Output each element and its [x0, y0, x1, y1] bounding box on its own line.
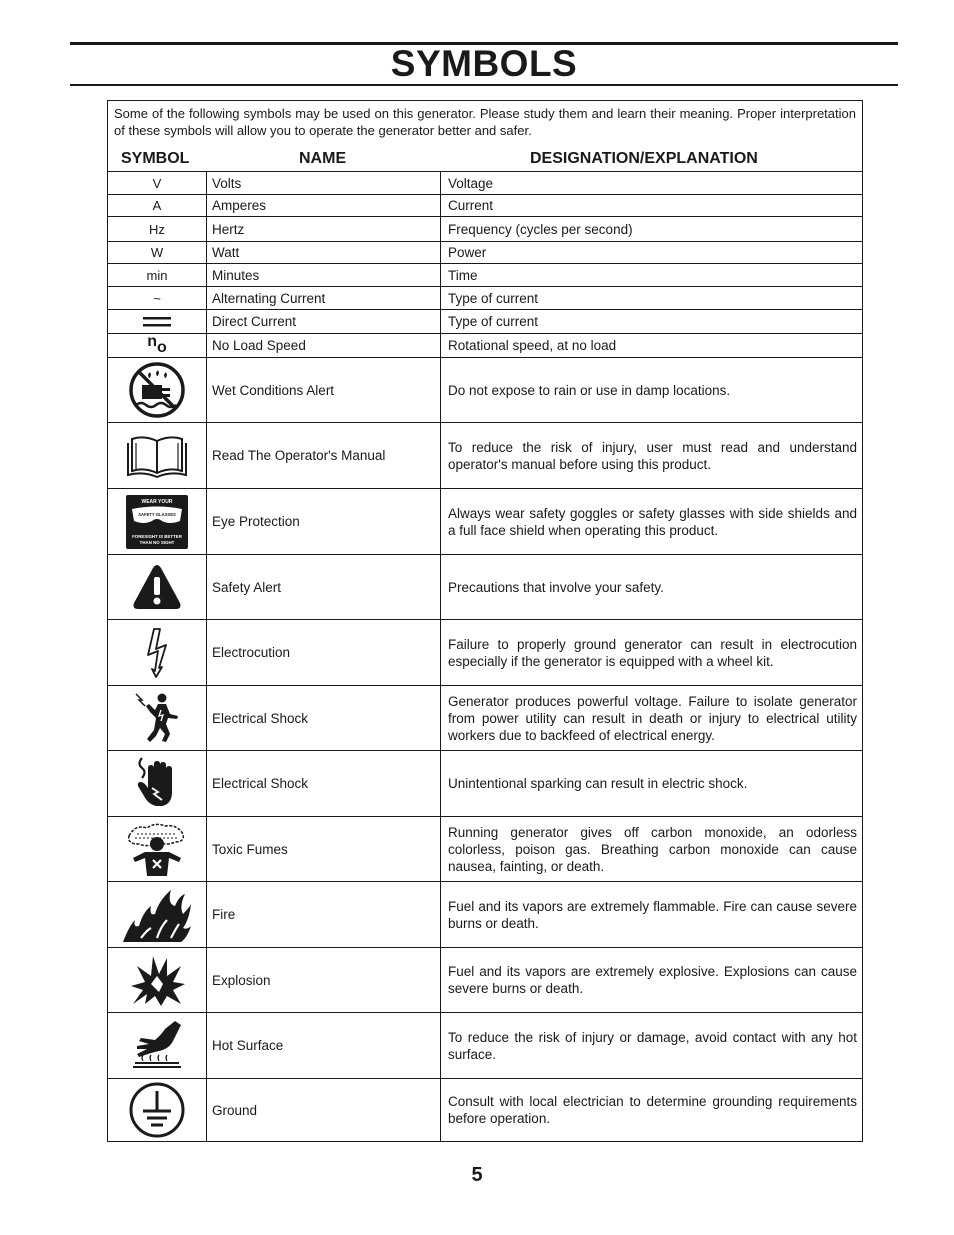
fire-icon	[108, 882, 207, 947]
table-row	[108, 750, 862, 816]
name-cell: No Load Speed	[207, 334, 441, 357]
table-row	[108, 194, 862, 216]
table-row	[108, 554, 862, 619]
symbol-cell: ~	[108, 287, 207, 309]
explanation-cell: Rotational speed, at no load	[448, 338, 617, 353]
name-cell: Minutes	[207, 264, 441, 286]
name-cell: Watt	[207, 242, 441, 263]
name-cell: Eye Protection	[207, 489, 441, 554]
name-cell: Electrical Shock	[207, 686, 441, 750]
explanation-cell: Generator produces powerful voltage. Failure to isolate generator from power utility can result in death or injury to electrical utility workers due to backfeed of electrical energy.	[448, 693, 857, 743]
table-row	[108, 241, 862, 263]
table-row	[108, 309, 862, 333]
toxic-fumes-icon	[108, 817, 207, 881]
name-cell: Volts	[207, 172, 441, 194]
manual-book-icon	[108, 423, 207, 488]
shocked-person-icon	[108, 686, 207, 750]
svg-text:WEAR YOUR: WEAR YOUR	[141, 498, 173, 505]
svg-text:SAFETY GLASSES: SAFETY GLASSES	[138, 511, 176, 517]
symbol-cell: Hz	[108, 217, 207, 241]
explanation-cell: Frequency (cycles per second)	[448, 221, 633, 237]
explosion-icon	[108, 948, 207, 1012]
table-row	[108, 333, 862, 357]
hot-surface-icon	[108, 1013, 207, 1078]
table-row	[108, 488, 862, 554]
table-row	[108, 1078, 862, 1141]
table-row	[108, 816, 862, 881]
explanation-cell: Time	[448, 267, 478, 283]
explanation-cell: Consult with local electrician to determine grounding requirements before operation.	[448, 1094, 857, 1126]
intro-text: Some of the following symbols may be used on this generator. Please study them and learn their meaning. Proper interpretation of these symbols will allow you to operate the generator better and safer.	[114, 106, 856, 138]
explanation-cell: Do not expose to rain or use in damp locations.	[448, 382, 731, 398]
explanation-cell: Current	[448, 198, 494, 213]
lightning-bolt-icon	[108, 620, 207, 685]
svg-text:THAN NO SIGHT: THAN NO SIGHT	[139, 539, 175, 545]
table-row	[108, 171, 862, 194]
explanation-cell: Type of current	[448, 314, 539, 329]
symbol-cell: A	[108, 195, 207, 216]
page-title: SYMBOLS	[390, 43, 578, 84]
safety-glasses-sign	[126, 495, 188, 549]
table-row	[108, 1012, 862, 1078]
header-explanation: DESIGNATION/EXPLANATION	[530, 150, 758, 167]
name-cell: Wet Conditions Alert	[207, 358, 441, 422]
table-row	[108, 216, 862, 241]
name-cell: Hot Surface	[207, 1013, 441, 1078]
explanation-cell: Type of current	[448, 290, 539, 306]
explanation-cell: Precautions that involve your safety.	[448, 579, 664, 595]
explanation-cell: To reduce the risk of injury or damage, avoid contact with any hot surface.	[448, 1029, 857, 1062]
explanation-cell: Unintentional sparking can result in electric shock.	[448, 776, 748, 791]
no-load-speed-symbol: n o	[108, 334, 207, 357]
symbol-cell: min	[108, 264, 207, 286]
explanation-cell: Fuel and its vapors are extremely explosive. Explosions can cause severe burns or death.	[448, 964, 857, 996]
table-row	[108, 685, 862, 750]
table-row	[108, 357, 862, 422]
table-row	[108, 263, 862, 286]
ground-icon	[108, 1079, 207, 1141]
name-cell: Ground	[207, 1079, 441, 1141]
name-cell: Amperes	[207, 195, 441, 216]
name-cell: Fire	[207, 882, 441, 947]
symbol-cell: V	[108, 172, 207, 194]
title-bottom-rule	[70, 84, 898, 86]
table-row	[108, 881, 862, 947]
table-row	[108, 422, 862, 488]
page-number: 5	[471, 1164, 483, 1186]
table-row	[108, 619, 862, 685]
eye-protection-icon	[108, 489, 207, 554]
safety-alert-icon	[108, 555, 207, 619]
name-cell: Toxic Fumes	[207, 817, 441, 881]
explanation-cell: Failure to properly ground generator can result in electrocution especially if the generator is equipped with a wheel kit.	[448, 636, 857, 669]
svg-text:FORESIGHT IS BETTER: FORESIGHT IS BETTER	[132, 533, 182, 539]
name-cell: Hertz	[207, 217, 441, 241]
symbol-cell: W	[108, 242, 207, 263]
name-cell: Electrical Shock	[207, 751, 441, 816]
name-cell: Alternating Current	[207, 287, 441, 309]
explanation-cell: Running generator gives off carbon monoxide, an odorless colorless, poison gas. Breathing carbon monoxide can cause nausea, fainting, or death.	[448, 824, 857, 874]
symbols-table	[107, 100, 863, 1142]
explanation-cell: Always wear safety goggles or safety glasses with side shields and a full face shield when operating this product.	[448, 505, 857, 538]
wet-conditions-icon	[108, 358, 207, 422]
table-row	[108, 286, 862, 309]
explanation-cell: Power	[448, 245, 487, 260]
name-cell: Explosion	[207, 948, 441, 1012]
table-row	[108, 947, 862, 1012]
name-cell: Direct Current	[207, 310, 441, 333]
explanation-cell: To reduce the risk of injury, user must read and understand operator's manual before using this product.	[448, 439, 857, 472]
header-symbol: SYMBOL	[121, 150, 190, 167]
name-cell: Electrocution	[207, 620, 441, 685]
header-name: NAME	[299, 150, 347, 167]
direct-current-icon	[108, 310, 207, 333]
explanation-cell: Fuel and its vapors are extremely flammable. Fire can cause severe burns or death.	[448, 898, 857, 931]
name-cell: Safety Alert	[207, 555, 441, 619]
shocked-hand-icon	[108, 751, 207, 816]
name-cell: Read The Operator's Manual	[207, 423, 441, 488]
explanation-cell: Voltage	[448, 175, 494, 191]
